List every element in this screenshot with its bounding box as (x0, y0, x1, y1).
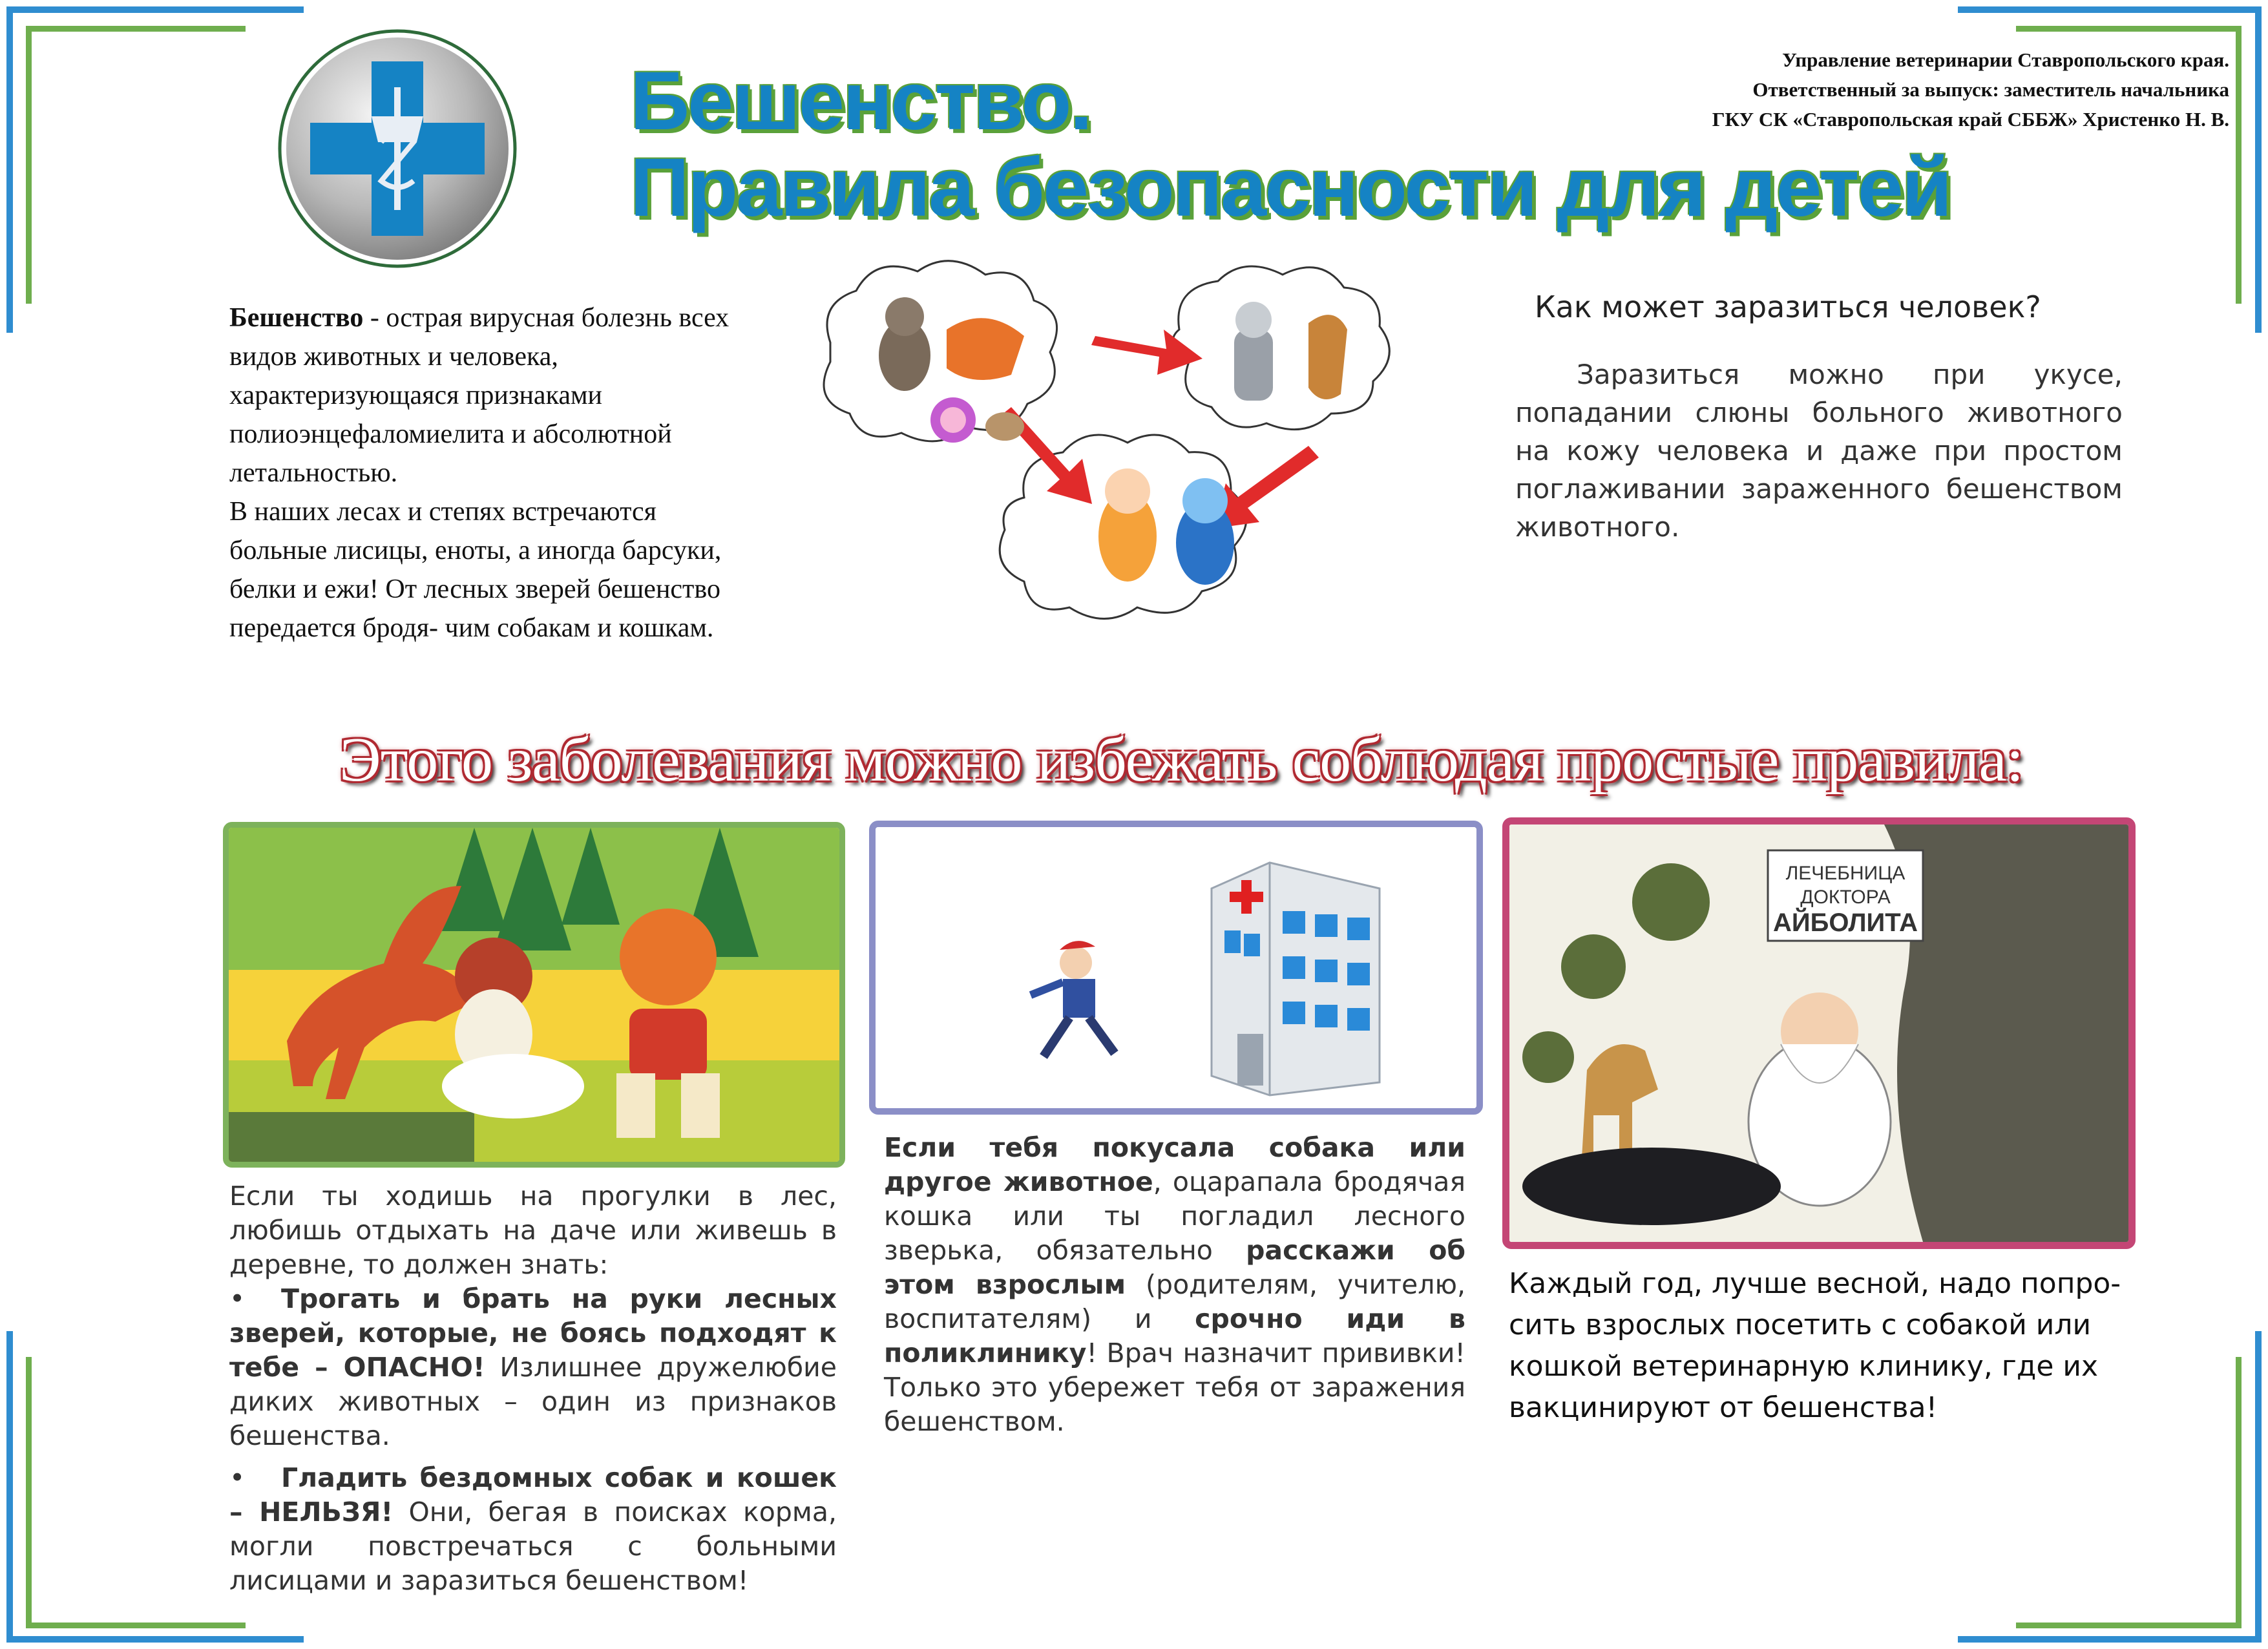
sign-line-1: ЛЕЧЕБНИЦА (1785, 863, 1906, 884)
infection-text: Заразиться можно при укусе, попадании слюны больного животного на кожу человека и даже при простом поглаживании зараженного бешенством животного. (1515, 359, 2123, 543)
infection-chain-illustration (792, 258, 1483, 698)
title-line-2: Правила безопасности для детей (630, 142, 1951, 234)
header-line-3: ГКУ СК «Ставропольская край СББЖ» Христенко Н. В. (1712, 108, 2229, 131)
column2-bold-1: Если тебя покусала собака или другое животное (884, 1132, 1465, 1197)
children-fox-illustration (223, 822, 845, 1168)
medical-cross-logo-icon (275, 26, 520, 271)
column-bite-rules (884, 1131, 1465, 1439)
column-forest-rules (229, 1179, 837, 1598)
column1-bullet1-rest: Излишнее дружелюбие диких животных – один из признаков бешенства. (229, 1352, 837, 1451)
column1-bullet2-rest: Они, бегая в поисках корма, могли повстречаться с больными лисицами и заразиться бешенством! (229, 1497, 837, 1596)
intro-term: Бешенство (229, 303, 364, 333)
column2-text-2: (родителям, учителю, воспитателям) и (884, 1269, 1465, 1334)
page-title (630, 55, 1951, 234)
column2-bold-2: расскажи об этом взрослым (884, 1235, 1465, 1300)
column1-intro: Если ты ходишь на прогулки в лес, любишь отдыхать на даче или живешь в деревне, то должен знать: (229, 1181, 837, 1280)
column1-bullet1-bold: Трогать и брать на руки лесных зверей, которые, не боясь подходят к тебе – ОПАСНО! (229, 1283, 837, 1383)
doctor-aibolit-illustration (1502, 817, 2136, 1249)
hospital-building-icon (1212, 863, 1380, 1095)
header-line-1: Управление ветеринарии Ставропольского края. (1782, 48, 2229, 71)
column2-text-1: , оцарапала бродячая кошка или ты погладил лесного зверька, обязательно (884, 1166, 1466, 1266)
rules-heading: Этого заболевания можно избежать соблюдая простые правила: (339, 725, 2024, 795)
intro-definition: - острая вирусная болезнь всех видов животных и человека, характеризующаяся признаками полиоэнцефаломиелита и абсолютной летальностью. (229, 303, 730, 488)
title-line-1: Бешенство. (630, 55, 1091, 147)
sign-line-2: ДОКТОРА (1800, 887, 1891, 908)
go-to-clinic-illustration (869, 821, 1483, 1115)
column-vaccination: Каждый год, лучше весной, надо попро- сить взрослых посетить с собакой или кошкой ветеринарную клинику, где их вакцинируют от бешенства! (1509, 1267, 2121, 1424)
column2-text-3: ! Врач назначит прививки! Только это убережет тебя от заражения бешенством. (884, 1338, 1465, 1437)
column1-bullet2-bold: Гладить бездомных собак и кошек – НЕЛЬЗЯ! (229, 1462, 837, 1528)
column2-bold-3: срочно иди в поликлинику (884, 1303, 1465, 1369)
header-line-2: Ответственный за выпуск: заместитель начальника (1752, 78, 2229, 101)
intro-paragraph-2: В наших лесах и степях встречаются больные лисицы, еноты, а иногда барсуки, белки и ежи! От лесных зверей бешенство передается бродя- чим собакам и кошкам. (229, 497, 722, 643)
sign-line-3: АЙБОЛИТА (1772, 909, 1918, 937)
infection-heading: Как может заразиться человек? (1535, 289, 2041, 324)
intro-paragraph (229, 299, 746, 647)
bullet-2: • (229, 1462, 246, 1493)
bullet-1: • (229, 1283, 246, 1314)
